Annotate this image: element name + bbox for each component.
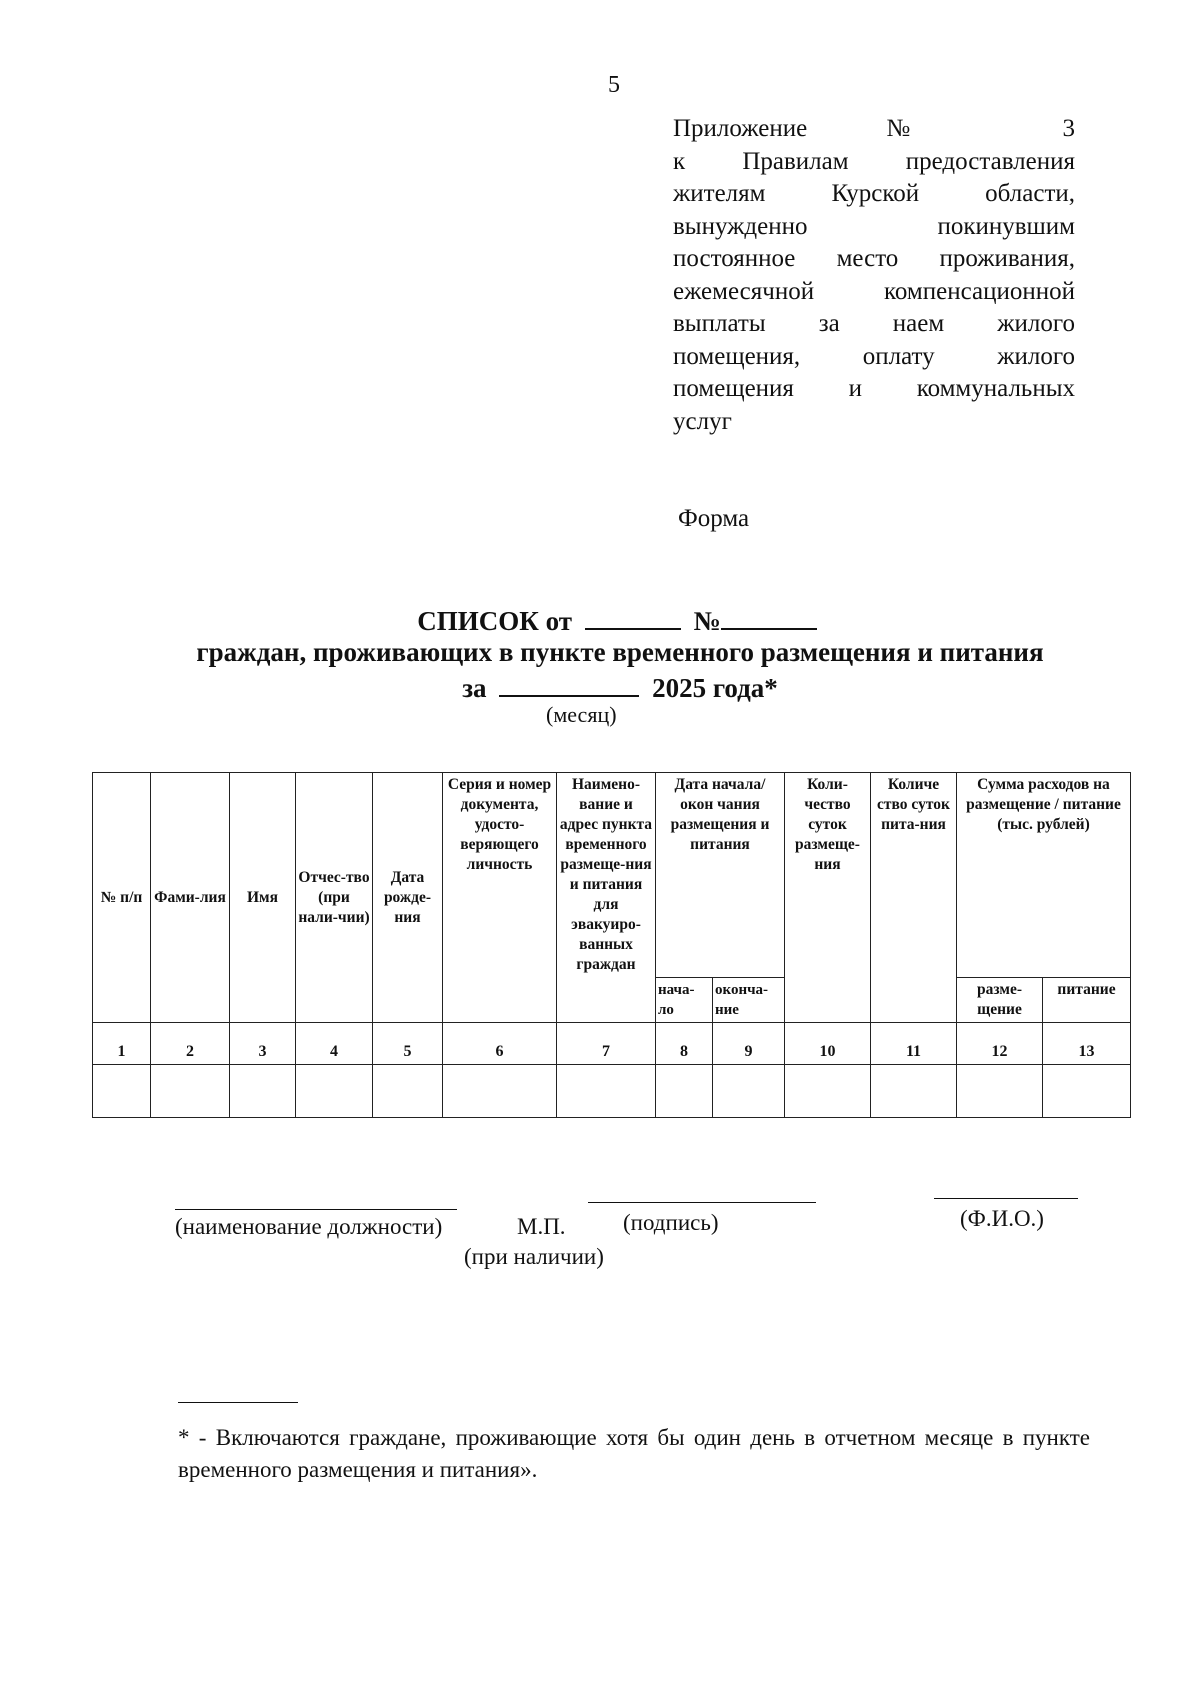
title-number-sign: № (693, 606, 721, 636)
full-name-caption: (Ф.И.О.) (960, 1206, 1044, 1231)
full-name-line[interactable] (934, 1198, 1078, 1199)
document-period (160, 671, 1080, 704)
month-caption: (месяц) (546, 702, 617, 727)
stamp-label: М.П. (517, 1214, 566, 1239)
footnote-rule (178, 1402, 298, 1403)
footnote: * - Включаются граждане, проживающие хотя бы один день в отчетном месяце в пункте временного размещения и питания». (178, 1425, 1090, 1482)
period-prefix: за (462, 673, 487, 703)
header-start: нача-ло (656, 978, 713, 1023)
header-surname: Фами-лия (151, 773, 230, 1023)
header-accommodation-cost: разме-щение (957, 978, 1043, 1023)
column-numbers-row (93, 1023, 1131, 1065)
column-number: 2 (151, 1023, 230, 1065)
appendix-line: жителям Курской области, (673, 180, 1075, 207)
table-row (93, 1065, 1131, 1118)
header-row-number: № п/п (93, 773, 151, 1023)
column-number: 3 (230, 1023, 296, 1065)
signature-line[interactable] (588, 1202, 816, 1203)
empty-cell[interactable] (93, 1065, 151, 1118)
appendix-line: вынужденно покинувшим (673, 212, 1075, 240)
empty-cell[interactable] (713, 1065, 785, 1118)
appendix-line: постоянное место проживания, (673, 245, 1075, 272)
column-number: 4 (296, 1023, 373, 1065)
position-line[interactable] (175, 1209, 457, 1210)
date-blank[interactable] (585, 604, 681, 630)
header-birth-date: Дата рожде-ния (373, 773, 443, 1023)
empty-cell[interactable] (785, 1065, 871, 1118)
stamp-note: (при наличии) (464, 1244, 604, 1269)
column-number: 1 (93, 1023, 151, 1065)
column-number: 9 (713, 1023, 785, 1065)
empty-cell[interactable] (373, 1065, 443, 1118)
header-accommodation-days: Коли-чество суток размеще-ния (785, 773, 871, 1023)
header-first-name: Имя (230, 773, 296, 1023)
appendix-line: услуг (673, 407, 732, 435)
document-title (160, 604, 1080, 637)
title-from-word: от (545, 606, 573, 636)
header-expenses-group: Сумма расходов на размещение / питание (тыс. рублей) (957, 773, 1131, 978)
title-list-word: СПИСОК (417, 606, 539, 636)
column-number: 11 (871, 1023, 957, 1065)
empty-cell[interactable] (443, 1065, 557, 1118)
form-label: Форма (678, 505, 750, 532)
column-number: 6 (443, 1023, 557, 1065)
column-number: 7 (557, 1023, 656, 1065)
appendix-reference (673, 113, 1075, 438)
empty-cell[interactable] (871, 1065, 957, 1118)
position-caption: (наименование должности) (175, 1214, 443, 1239)
citizens-register-table (92, 772, 1131, 1118)
column-number: 10 (785, 1023, 871, 1065)
empty-cell[interactable] (151, 1065, 230, 1118)
document-subtitle: граждан, проживающих в пункте временного размещения и питания (196, 637, 1044, 667)
header-end: оконча-ние (713, 978, 785, 1023)
empty-cell[interactable] (296, 1065, 373, 1118)
header-id-document: Серия и номер документа, удосто-веряющего личность (443, 773, 557, 1023)
signature-caption: (подпись) (623, 1210, 719, 1235)
empty-cell[interactable] (230, 1065, 296, 1118)
column-number: 13 (1043, 1023, 1131, 1065)
page-number: 5 (608, 72, 620, 98)
header-meal-days: Количе ство суток пита-ния (871, 773, 957, 1023)
appendix-line: ежемесячной компенсационной (673, 277, 1075, 305)
header-dates-group: Дата начала/окон чания размещения и питания (656, 773, 785, 978)
column-number: 12 (957, 1023, 1043, 1065)
column-number: 8 (656, 1023, 713, 1065)
column-number: 5 (373, 1023, 443, 1065)
number-blank[interactable] (721, 604, 817, 630)
header-patronymic: Отчес-тво (при нали-чии) (296, 773, 373, 1023)
empty-cell[interactable] (656, 1065, 713, 1118)
empty-cell[interactable] (1043, 1065, 1131, 1118)
appendix-line: помещения и коммунальных (673, 375, 1075, 402)
appendix-line: к Правилам предоставления (673, 147, 1075, 175)
period-suffix: 2025 года* (652, 673, 778, 703)
month-blank[interactable] (499, 671, 639, 697)
header-shelter-name-address: Наимено-вание и адрес пункта временного размеще-ния и питания для эвакуиро-ванных граждан (557, 773, 656, 1023)
empty-cell[interactable] (957, 1065, 1043, 1118)
appendix-line: выплаты за наем жилого (673, 310, 1075, 337)
appendix-line: Приложение № 3 (673, 115, 1075, 142)
empty-cell[interactable] (557, 1065, 656, 1118)
appendix-line: помещения, оплату жилого (673, 342, 1075, 370)
header-meal-cost: питание (1043, 978, 1131, 1023)
signature-block (0, 1190, 1200, 1290)
